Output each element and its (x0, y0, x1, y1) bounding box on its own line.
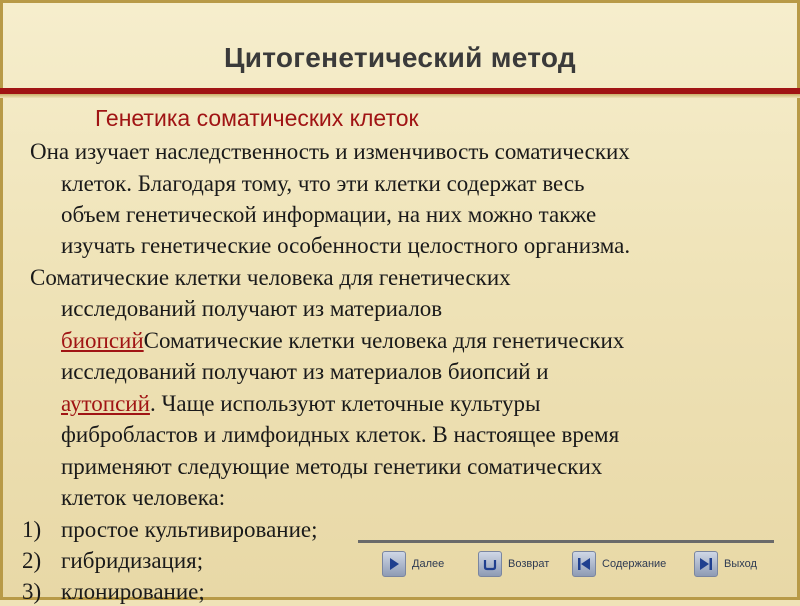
list-item: гибридизация; (61, 548, 204, 573)
next-label: Далее (412, 558, 445, 570)
contents-button[interactable] (572, 551, 666, 577)
slide-title: Цитогенетический метод (223, 42, 576, 73)
body-line: фибробластов и лимфоидных клеток. В настоящее время (61, 422, 620, 447)
body-line-text: . Чаще используют клеточные культуры (149, 391, 541, 416)
exit-button[interactable] (694, 551, 757, 577)
next-button[interactable] (382, 551, 444, 577)
biopsy-link[interactable]: биопсий (61, 328, 144, 353)
list-item-number: 3) (22, 579, 42, 604)
body-line: изучать генетические особенности целостного организма. (61, 233, 631, 258)
end-icon (694, 551, 718, 577)
body-line: Она изучает наследственность и изменчивость соматических (30, 139, 630, 164)
back-label: Возврат (508, 558, 550, 570)
body-line: клеток. Благодаря тому, что эти клетки содержат весь (61, 171, 585, 196)
body-line: применяют следующие методы генетики соматических (61, 454, 603, 479)
contents-label: Содержание (602, 558, 667, 570)
list-item-number: 2) (22, 548, 42, 573)
back-button[interactable] (478, 551, 549, 577)
body-line (61, 390, 540, 418)
list-item: клонирование; (61, 579, 205, 604)
body-line: исследований получают из материалов биопсий и (61, 359, 549, 384)
back-arrow-icon (572, 551, 596, 577)
list-item: простое культивирование; (61, 517, 318, 542)
body-line (61, 327, 624, 355)
body-line-text: Соматические клетки человека для генетических (143, 328, 625, 353)
body-line: Соматические клетки человека для генетических (30, 265, 511, 290)
nav-bar-line (358, 540, 774, 543)
list-item-number: 1) (22, 517, 42, 542)
exit-label: Выход (724, 558, 757, 570)
body-line: объем генетической информации, на них можно также (61, 202, 597, 227)
body-line: клеток человека: (61, 485, 226, 510)
play-icon (382, 551, 406, 577)
title-divider-shadow (0, 94, 800, 98)
return-icon (478, 551, 502, 577)
autopsy-link[interactable]: аутопсий (61, 391, 150, 416)
slide-subtitle: Генетика соматических клеток (95, 105, 419, 131)
body-line: исследований получают из материалов (61, 296, 443, 321)
